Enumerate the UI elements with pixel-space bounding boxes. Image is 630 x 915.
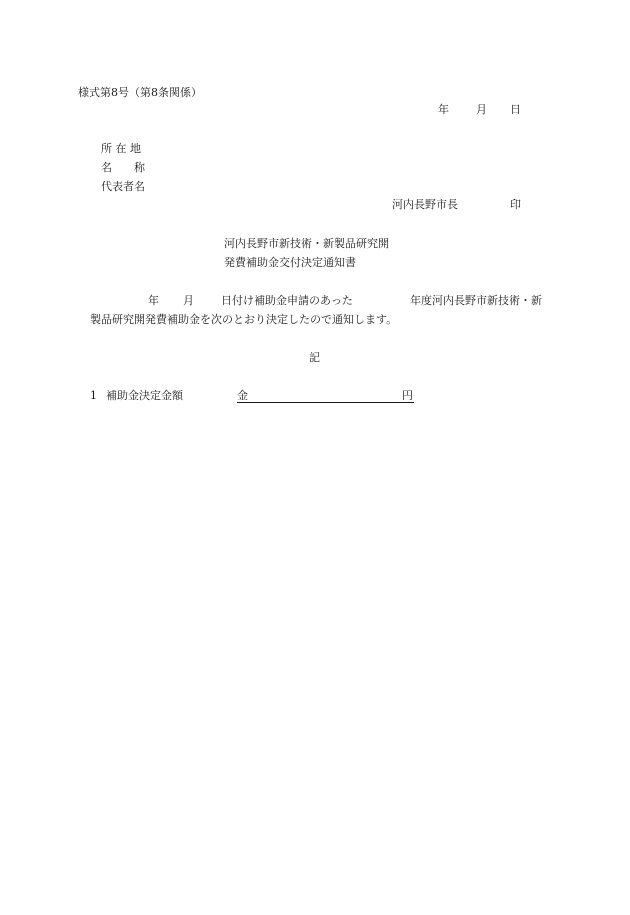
body-month-label: 月 xyxy=(183,294,194,307)
document-title-line1: 河内長野市新技術・新製品研究開 xyxy=(224,237,389,250)
item-number: 1 xyxy=(90,389,97,402)
amount-prefix: 金 xyxy=(237,389,248,402)
body-text-line2: 製品研究開発費補助金を次のとおり決定したので通知します。 xyxy=(90,313,398,326)
date-year-label: 年 xyxy=(438,103,449,116)
representative-label: 代表者名 xyxy=(101,180,145,193)
date-day-label: 日 xyxy=(510,103,521,116)
form-title: 様式第8号（第8条関係） xyxy=(78,86,202,99)
ki-heading: 記 xyxy=(309,351,320,364)
amount-suffix: 円 xyxy=(402,389,413,402)
address-label: 所 在 地 xyxy=(101,142,141,155)
document-title-line2: 発費補助金交付決定通知書 xyxy=(224,256,356,269)
amount-underline xyxy=(237,402,414,403)
body-application-text: 日付け補助金申請のあった xyxy=(221,294,353,307)
seal-mark: 印 xyxy=(510,198,521,211)
issuer-name: 河内長野市長 xyxy=(392,198,458,211)
body-fiscal-text: 年度河内長野市新技術・新 xyxy=(410,294,542,307)
name-label: 名 称 xyxy=(101,161,145,174)
date-month-label: 月 xyxy=(476,103,487,116)
body-year-label: 年 xyxy=(148,294,159,307)
item-label: 補助金決定金額 xyxy=(106,389,183,402)
